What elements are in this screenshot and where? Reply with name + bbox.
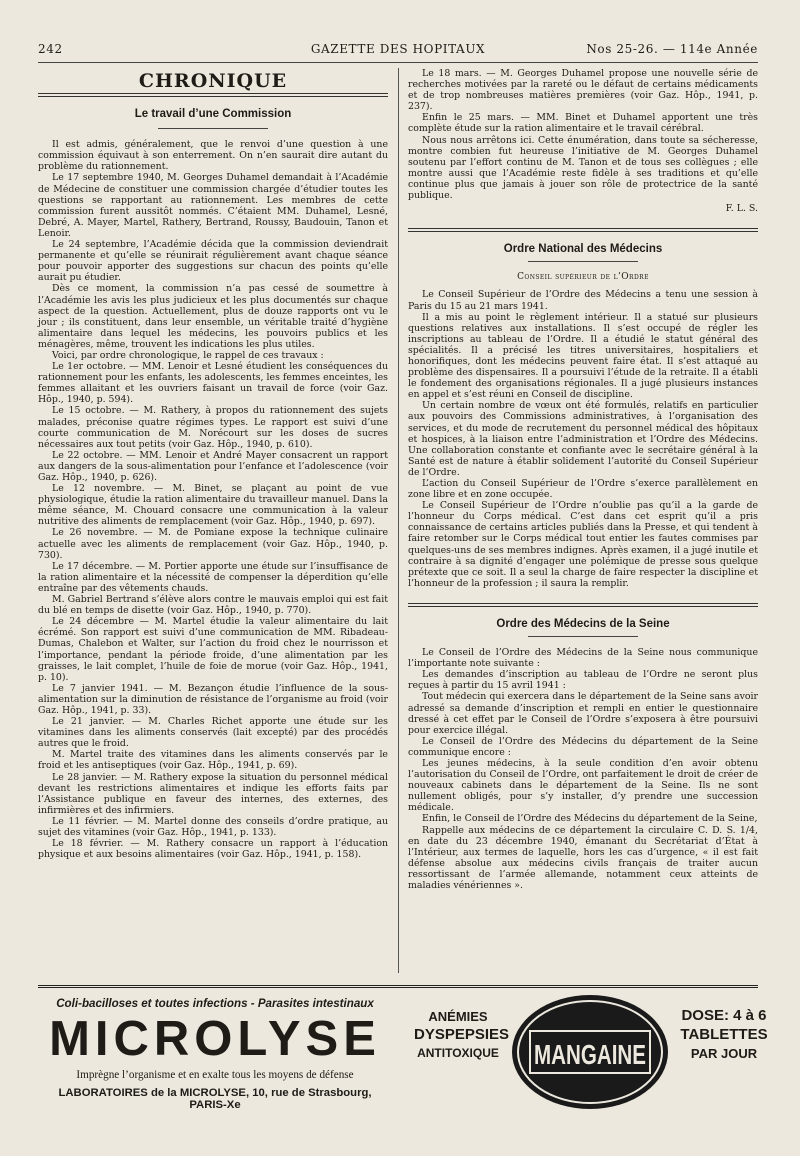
seine-paragraph: Les demandes d’inscription au tableau de l’Ordre ne seront plus reçues à partir du 15 avril 1941 : <box>408 669 758 692</box>
ordre-paragraph: Le Conseil Supérieur de l’Ordre des Médecins a tenu une session à Paris du 15 au 21 mars 1941. <box>408 289 758 312</box>
article-body <box>38 139 388 860</box>
mangaine-dosage <box>680 1006 768 1063</box>
seine-paragraph: Tout médecin qui exercera dans le département de la Seine sans avoir adressé sa demande d’inscription et rempli en entier le questionnaire dressé à cet effet par le Conseil de l’Ordre s’exposera à être poursuivi pour exercice illégal. <box>408 691 758 736</box>
issue-info: Nos 25-26. — 114e Année <box>586 42 758 56</box>
article-paragraph: Le 18 mars. — M. Georges Duhamel propose une nouvelle série de recherches motivées par la rareté ou le défaut de certains médicaments et de trop nombreuses matières premières (voir Gaz. Hôp., 1941, p. 237). <box>408 68 758 113</box>
ordre-paragraph: L’action du Conseil Supérieur de l’Ordre s’exerce parallèlement en zone libre et en zone occupée. <box>408 478 758 501</box>
mangaine-brand: MANGAINE <box>534 1039 646 1070</box>
microlyse-brand: MICROLYSE <box>49 1012 381 1066</box>
ordre-paragraph: Le Conseil Supérieur de l’Ordre n’oublie pas qu’il a la garde de l’honneur du Corps médical. C’est dans cet esprit qu’il a pris connaissance de certains articles publiés dans la Presse, et qui tendent à faire retomber sur le Corps médical tout entier les fautes commises par quelques-uns de ses membres indignes. Après examen, il a jugé inutile et contraire à sa dignité d’engager une polémique de presse sous quelque prétexte que ce soit. Il a seul la charge de faire respecter la discipline et l’honneur de la profession ; il saura la remplir. <box>408 500 758 589</box>
left-column <box>38 68 388 860</box>
seine-paragraph: Enfin, le Conseil de l’Ordre des Médecins du département de la Seine, <box>422 813 758 825</box>
article-paragraph: Le 15 octobre. — M. Rathery, à propos du rationnement des sujets malades, préconise quatre régimes types. Le rapport est suivi d’une courte communication de M. Norécourt sur les doses de sucres nécessaires aux tout petits (voir Gaz. Hôp., 1940, p. 610). <box>38 405 388 450</box>
article-paragraph: Le 28 janvier. — M. Rathery expose la situation du personnel médical devant les restrictions alimentaires et indique les efforts faits par l’Assistance publique en faveur des internes, des externes, des infirmières et des infirmiers. <box>38 771 388 816</box>
mangaine-indications <box>414 1008 510 1062</box>
article-paragraph: Dès ce moment, la commission n’a pas cessé de soumettre à l’Académie les avis les plus judicieux et les plus documentés sur chaque aspect de la question. Actuellement, plus de douze rapports ont vu le jour ; ils constituent, dans leur ensemble, un véritable traité d’hygiène alimentaire dans lequel les médecins, les pouvoirs publics et les ménagères, même, trouvent les indications les plus utiles. <box>38 283 388 350</box>
seine-paragraph: Rappelle aux médecins de ce département la circulaire C. D. S. 1/4, en date du 23 décembre 1940, émanant du Secrétariat d’État à l’Intérieur, aux termes de laquelle, hors les cas d’urgence, « il est fait défense absolue aux médecins civils français de traiter aucun ressortissant de l’armée allemande, notamment ceux atteints de maladies vénériennes ». <box>408 824 758 891</box>
mangaine-advertisement <box>410 992 768 1122</box>
article-paragraph: Nous nous arrêtons ici. Cette énumération, dans toute sa sécheresse, montre combien fut heureuse l’initiative de M. Georges Duhamel soutenu par l’effort continu de M. Tanon et de tous ses collègues ; elle montre aussi que l’Académie reste fidèle à ses traditions et qu’elle continue plus que jamais à jouer son rôle de protectrice de la santé publique. <box>408 134 758 202</box>
ordre-paragraph: Un certain nombre de vœux ont été formulés, relatifs en particulier aux pouvoirs des Commissions administratives, à l’organisation des services, et du mode de recrutement du personnel médical des hôpitaux et hospices, à la liaison entre l’administration et l’Ordre des Médecins. Une collaboration constante et confiante avec le secrétaire général à la Santé est de nature à établir solidement l’autorité du Conseil Supérieur de l’Ordre. <box>408 400 758 478</box>
article-paragraph: M. Gabriel Bertrand s’élève alors contre le mauvais emploi qui est fait du blé en temps de disette (voir Gaz. Hôp., 1940, p. 770). <box>38 594 388 617</box>
seine-body <box>408 647 758 891</box>
mangaine-dose: DOSE: 4 à 6 <box>681 1007 767 1024</box>
microlyse-slogan: Imprègne l’organisme et en exalte tous les moyens de défense <box>76 1069 354 1081</box>
section-rule <box>38 93 388 97</box>
title-rule <box>158 128 268 129</box>
article-paragraph: Voici, par ordre chronologique, le rappel de ces travaux : <box>52 349 324 361</box>
mangaine-indication-1: ANÉMIES <box>428 1009 488 1024</box>
right-column <box>408 68 758 891</box>
seine-paragraph: Les jeunes médecins, à la seule condition d’en avoir obtenu l’autorisation du Conseil de l’Ordre, ont parfaitement le droit de créer de nouveaux cabinets dans le département de la Seine. Ils ne sont nullement obligés, pour s’y installer, d’y prendre une succession médicale. <box>408 757 758 814</box>
page-header <box>38 42 758 60</box>
seine-title: Ordre des Médecins de la Seine <box>496 617 670 630</box>
advertisement-rule <box>38 985 758 988</box>
article-title: Le travail d’une Commission <box>134 108 292 121</box>
journal-title: GAZETTE DES HOPITAUX <box>310 42 486 56</box>
ordre-title-rule <box>528 261 638 262</box>
microlyse-advertisement <box>40 995 390 1125</box>
article-paragraph: Le 1er octobre. — MM. Lenoir et Lesné étudient les conséquences du rationnement pour les enfants, les adolescents, les femmes enceintes, les femmes allaitant et les ouvriers faisant un travail de force (voir Gaz. Hôp., 1940, p. 594). <box>38 361 388 406</box>
ordre-subtitle: Conseil supérieur de l’Ordre <box>517 272 649 283</box>
column-divider <box>398 68 399 973</box>
article-paragraph: Le 24 septembre, l’Académie décida que la commission deviendrait permanente et qu’elle se réunirait régulièrement avant chaque séance pour pouvoir apporter des suggestions sur chacun des points qu’elle aurait pu étudier. <box>38 239 388 284</box>
article-paragraph: Le 21 janvier. — M. Charles Richet apporte une étude sur les vitamines dans les aliments conservés (lait excepté) par des procédés autres que le froid. <box>38 716 388 750</box>
article-continuation <box>408 68 758 201</box>
article-paragraph: Le 18 février. — M. Rathery consacre un rapport à l’éducation physique et aux besoins alimentaires (voir Gaz. Hôp., 1941, p. 158). <box>38 838 388 861</box>
mangaine-indication-3: ANTITOXIQUE <box>417 1046 499 1060</box>
article-paragraph: Le 7 janvier 1941. — M. Bezançon étudie l’influence de la sous-alimentation sur la diminution de résistance de l’organisme au froid (voir Gaz. Hôp., 1941, p. 33). <box>38 682 388 716</box>
article-paragraph: Le 17 septembre 1940, M. Georges Duhamel demandait à l’Académie de Médecine de constituer une commission chargée d’étudier toutes les questions se rapportant au rationnement. Les membres de cette commission furent aussitôt nommés. C’étaient MM. Duhamel, Lesné, Debré, A. Mayer, Martel, Rathery, Bertrand, Roussy, Baudouin, Tanon et Lenoir. <box>38 172 388 239</box>
seine-paragraph: Le Conseil de l’Ordre des Médecins de la Seine nous communique l’importante note suivante : <box>408 647 758 670</box>
microlyse-laboratory: LABORATOIRES de la MICROLYSE, 10, rue de Strasbourg, PARIS-Xe <box>58 1087 372 1111</box>
mangaine-logo <box>510 992 670 1112</box>
ordre-title: Ordre National des Médecins <box>503 243 663 256</box>
mangaine-indication-2: DYSPEPSIES <box>414 1026 510 1043</box>
section-title: CHRONIQUE <box>138 70 288 92</box>
ordre-paragraph: Il a mis au point le règlement intérieur. Il a statué sur plusieurs questions relatives aux installations. Il s’est occupé de régler les inscriptions au tableau de l’Ordre. Il a étudié le statut général des spécialités. Il a précisé les titres universitaires, hospitaliers et honorifiques, dont les médecins peuvent faire état. Il s’est attaqué au problème des dispensaires. Il a poursuivi l’étude de la retraite. Il a établi le fondement des organisations régionales. Il a jugé plusieurs instances en appel et s’est réuni en Conseil de discipline. <box>408 311 758 401</box>
article-paragraph: Le 11 février. — M. Martel donne des conseils d’ordre pratique, au sujet des vitamines (voir Gaz. Hôp., 1941, p. 133). <box>38 815 388 838</box>
article-paragraph: Enfin le 25 mars. — MM. Binet et Duhamel apportent une très complète étude sur la ration alimentaire et le travail cérébral. <box>408 112 758 135</box>
section-break <box>408 228 758 232</box>
article-paragraph: Le 22 octobre. — MM. Lenoir et André Mayer consacrent un rapport aux dangers de la sous-alimentation pour l’enfance et l’adolescence (voir Gaz. Hôp., 1940, p. 626). <box>38 449 388 483</box>
mangaine-per-day: PAR JOUR <box>690 1046 758 1061</box>
article-paragraph: Il est admis, généralement, que le renvoi d’une question à une commission équivaut à son enterrement. On n’en saurait dire autant du problème du rationnement. <box>38 139 388 173</box>
seine-paragraph: Le Conseil de l’Ordre des Médecins du département de la Seine communique encore : <box>408 735 758 758</box>
mangaine-tablets: TABLETTES <box>680 1026 768 1043</box>
page-number: 242 <box>38 42 63 56</box>
section-break-2 <box>408 603 758 607</box>
article-paragraph: M. Martel traite des vitamines dans les aliments conservés par le froid et les antiseptiques (voir Gaz. Hôp., 1941, p. 69). <box>38 749 388 772</box>
header-rule <box>38 62 758 63</box>
ordre-body <box>408 289 758 589</box>
seine-title-rule <box>528 636 638 637</box>
article-paragraph: Le 17 décembre. — M. Portier apporte une étude sur l’insuffisance de la ration alimentaire et la nécessité de compenser la déperdition qu’elle entraîne par des vêtements chauds. <box>38 560 388 594</box>
article-paragraph: Le 12 novembre. — M. Binet, se plaçant au point de vue physiologique, étudie la ration alimentaire du travailleur manuel. Dans la même séance, M. Chouard consacre une communication à la valeur nutritive des aliments de remplacement (voir Gaz. Hôp., 1940, p. 697). <box>38 483 388 528</box>
article-signature: F. L. S. <box>725 203 758 215</box>
article-paragraph: Le 26 novembre. — M. de Pomiane expose la technique culinaire actuelle avec les aliments de remplacement (voir Gaz. Hôp., 1940, p. 730). <box>38 527 388 561</box>
microlyse-tagline: Coli-bacilloses et toutes infections - Parasites intestinaux <box>56 997 374 1010</box>
article-paragraph: Le 24 décembre — M. Martel étudie la valeur alimentaire du lait écrémé. Son rapport est suivi d’une communication de MM. Ribadeau-Dumas, Chalebon et Walter, sur l’action du froid chez le nourrisson et l’importance, pendant la période froide, d’une alimentation par les graisses, le lait complet, l’huile de foie de morue (voir Gaz. Hôp., 1941, p. 10). <box>38 616 388 683</box>
